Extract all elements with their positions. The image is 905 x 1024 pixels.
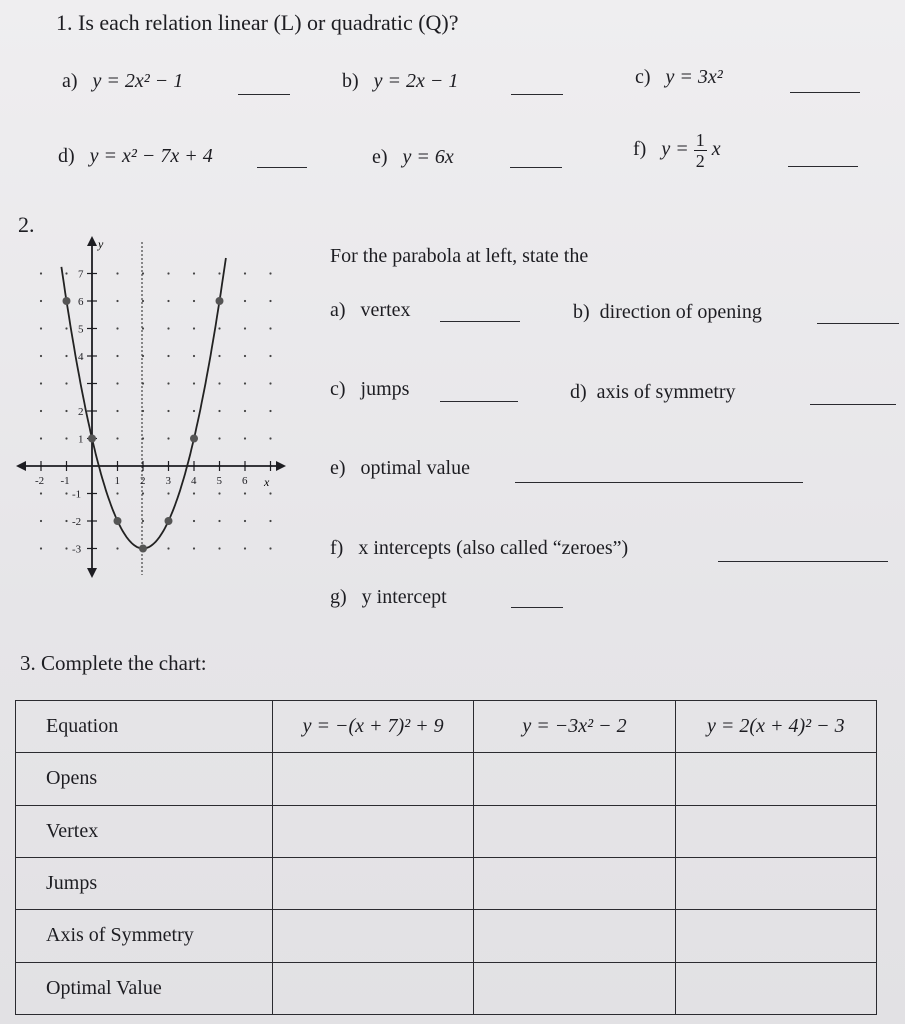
q1-answer-e-blank[interactable] xyxy=(510,167,562,168)
grid-dot xyxy=(167,382,169,384)
grid-dot xyxy=(244,492,246,494)
row-header-vertex: Vertex xyxy=(16,805,273,857)
q1-answer-f-blank[interactable] xyxy=(788,166,858,167)
grid-dot xyxy=(269,382,271,384)
q2-item-f xyxy=(330,537,628,560)
parabola-point xyxy=(63,297,71,305)
q2-prompt: For the parabola at left, state the xyxy=(330,245,589,267)
x-axis-arrow-icon xyxy=(276,461,286,471)
grid-dot xyxy=(40,327,42,329)
grid-dot xyxy=(40,382,42,384)
q2-item-e xyxy=(330,457,470,480)
grid-dot xyxy=(167,410,169,412)
grid-dot xyxy=(65,355,67,357)
q1-item-e-equation: y = 6x xyxy=(402,146,454,168)
grid-dot xyxy=(40,410,42,412)
grid-dot xyxy=(269,520,271,522)
row-header-axis-of-symmetry: Axis of Symmetry xyxy=(16,910,273,962)
row-header-jumps: Jumps xyxy=(16,857,273,909)
grid-dot xyxy=(269,492,271,494)
table-row xyxy=(16,701,877,753)
grid-dot xyxy=(193,547,195,549)
grid-dot xyxy=(116,382,118,384)
answer-cell[interactable] xyxy=(675,857,876,909)
grid-dot xyxy=(40,300,42,302)
q1-item-a-equation: y = 2x² − 1 xyxy=(92,70,184,92)
grid-dot xyxy=(269,300,271,302)
q2-item-d xyxy=(570,381,736,404)
y-axis-arrow-icon xyxy=(87,236,97,246)
q2-answer-a-blank[interactable] xyxy=(440,321,520,322)
grid-dot xyxy=(193,327,195,329)
grid-dot xyxy=(65,437,67,439)
grid-dot xyxy=(40,355,42,357)
grid-dot xyxy=(40,272,42,274)
q2-item-a-label: a) xyxy=(330,299,346,321)
row-header-opens: Opens xyxy=(16,753,273,805)
answer-cell[interactable] xyxy=(474,910,675,962)
q2-answer-e-blank[interactable] xyxy=(515,482,803,483)
grid-dot xyxy=(167,272,169,274)
y-tick-labels xyxy=(72,269,84,556)
y-tick-label: 7 xyxy=(78,268,84,281)
equation-cell-3: y = 2(x + 4)² − 3 xyxy=(675,701,876,753)
answer-cell[interactable] xyxy=(273,805,474,857)
grid-dot xyxy=(167,437,169,439)
q1-item-b-equation: y = 2x − 1 xyxy=(373,70,459,92)
q1-item-f-label: f) xyxy=(633,138,647,161)
grid-dot xyxy=(244,547,246,549)
grid-dot xyxy=(116,410,118,412)
q2-answer-g-blank[interactable] xyxy=(511,607,563,608)
y-tick-label: 4 xyxy=(78,351,84,363)
grid-dot xyxy=(193,492,195,494)
answer-cell[interactable] xyxy=(675,805,876,857)
q2-item-e-label: e) xyxy=(330,457,346,479)
y-tick-label: 6 xyxy=(78,296,84,308)
grid-dot xyxy=(218,382,220,384)
parabola-point xyxy=(165,517,173,525)
q2-item-c-text: jumps xyxy=(360,378,410,400)
grid-dot xyxy=(269,327,271,329)
q2-item-a xyxy=(330,299,411,322)
grid-dot xyxy=(116,437,118,439)
q2-item-g-text: y intercept xyxy=(361,586,447,608)
answer-cell[interactable] xyxy=(474,805,675,857)
grid-dot xyxy=(65,327,67,329)
grid-dot xyxy=(244,382,246,384)
grid-dot xyxy=(269,437,271,439)
y-tick-label: -2 xyxy=(72,516,82,528)
answer-cell[interactable] xyxy=(474,962,675,1014)
grid-dot xyxy=(269,547,271,549)
grid-dot xyxy=(65,520,67,522)
grid-dot xyxy=(40,547,42,549)
grid-dot xyxy=(65,547,67,549)
q2-item-f-label: f) xyxy=(330,537,344,559)
grid-dot xyxy=(218,327,220,329)
q1-item-f-eq-suffix: x xyxy=(711,138,721,161)
x-axis-label: x xyxy=(264,475,270,489)
q1-item-a xyxy=(62,70,183,93)
grid-dot xyxy=(218,355,220,357)
table-row xyxy=(16,857,877,909)
grid-dot xyxy=(218,410,220,412)
grid-dot xyxy=(167,327,169,329)
q1-answer-d-blank[interactable] xyxy=(257,167,307,168)
grid-dot xyxy=(244,520,246,522)
q2-answer-d-blank[interactable] xyxy=(810,404,896,405)
equation-cell-1: y = −(x + 7)² + 9 xyxy=(273,701,474,753)
table-row xyxy=(16,753,877,805)
q1-item-e-label: e) xyxy=(372,146,388,168)
answer-cell[interactable] xyxy=(675,753,876,805)
q1-item-e xyxy=(372,146,454,169)
fraction-numerator: 1 xyxy=(695,130,705,150)
answer-cell[interactable] xyxy=(675,910,876,962)
x-tick-label: 5 xyxy=(216,475,222,487)
grid-dot xyxy=(218,547,220,549)
grid-dot xyxy=(65,382,67,384)
grid-dot xyxy=(167,300,169,302)
q1-item-c-equation: y = 3x² xyxy=(665,66,723,88)
grid-dot xyxy=(167,492,169,494)
grid-dot xyxy=(40,492,42,494)
grid-dot xyxy=(244,437,246,439)
y-tick-label: -1 xyxy=(72,488,82,501)
grid-dots xyxy=(40,272,272,549)
q2-item-d-label: d) xyxy=(570,381,587,403)
y-tick-label: -3 xyxy=(72,543,82,556)
answer-cell[interactable] xyxy=(273,753,474,805)
grid-dot xyxy=(193,300,195,302)
grid-dot xyxy=(142,520,144,522)
answer-cell[interactable] xyxy=(474,857,675,909)
row-header-equation: Equation xyxy=(16,701,273,753)
grid-dot xyxy=(269,272,271,274)
q2-item-b-text: direction of opening xyxy=(599,301,762,323)
q2-item-a-text: vertex xyxy=(360,299,411,321)
parabola-graph xyxy=(14,230,294,590)
y-tick-label: 5 xyxy=(78,323,84,336)
y-axis-down-arrow-icon xyxy=(87,568,97,578)
q1-item-d-label: d) xyxy=(58,145,75,167)
table-row xyxy=(16,910,877,962)
grid-dot xyxy=(167,355,169,357)
grid-dot xyxy=(116,272,118,274)
y-tick-label: 2 xyxy=(78,406,84,418)
answer-cell[interactable] xyxy=(675,962,876,1014)
answer-cell[interactable] xyxy=(273,857,474,909)
grid-dot xyxy=(218,492,220,494)
q2-item-e-text: optimal value xyxy=(360,457,470,479)
grid-dot xyxy=(218,520,220,522)
q2-answer-b-blank[interactable] xyxy=(817,323,899,324)
grid-dot xyxy=(244,327,246,329)
q1-item-a-label: a) xyxy=(62,70,78,92)
q2-answer-f-blank[interactable] xyxy=(718,561,888,562)
grid-dot xyxy=(116,492,118,494)
grid-dot xyxy=(65,410,67,412)
q2-item-b xyxy=(573,301,762,324)
grid-dot xyxy=(193,382,195,384)
q2-item-g xyxy=(330,586,447,609)
parabola-point xyxy=(190,435,198,443)
q1-answer-a-blank[interactable] xyxy=(238,94,290,95)
q1-item-c-label: c) xyxy=(635,66,651,88)
x-tick-label: 6 xyxy=(242,475,248,487)
q1-item-f-fraction xyxy=(694,130,707,171)
q1-item-d-equation: y = x² − 7x + 4 xyxy=(89,145,213,167)
x-tick-label: -1 xyxy=(60,475,70,487)
x-axis-left-arrow-icon xyxy=(16,461,26,471)
equation-cell-2: y = −3x² − 2 xyxy=(474,701,675,753)
parabola-point xyxy=(216,297,224,305)
parabola-point xyxy=(114,517,122,525)
grid-dot xyxy=(40,520,42,522)
q1-answer-b-blank[interactable] xyxy=(511,94,563,95)
parabola-point xyxy=(88,435,96,443)
x-tick-label: 3 xyxy=(165,475,171,487)
parabola-point xyxy=(139,545,147,553)
q2-number: 2. xyxy=(18,212,35,237)
row-header-optimal-value: Optimal Value xyxy=(16,962,273,1014)
q2-item-b-label: b) xyxy=(573,301,590,323)
x-tick-label: 2 xyxy=(140,475,146,487)
x-tick-labels xyxy=(35,475,248,487)
grid-dot xyxy=(244,272,246,274)
q2-item-g-label: g) xyxy=(330,586,347,608)
q2-item-d-text: axis of symmetry xyxy=(596,381,736,403)
grid-dot xyxy=(116,327,118,329)
grid-dot xyxy=(218,272,220,274)
grid-dot xyxy=(193,272,195,274)
grid-dot xyxy=(269,410,271,412)
grid-dot xyxy=(40,437,42,439)
grid-dot xyxy=(65,492,67,494)
q3-title: 3. Complete the chart: xyxy=(20,651,207,675)
q1-item-f xyxy=(633,130,721,171)
y-axis-label: y xyxy=(98,237,104,251)
grid-dot xyxy=(65,272,67,274)
x-tick-label: -2 xyxy=(35,475,45,487)
answer-cell[interactable] xyxy=(273,910,474,962)
q1-item-f-eq-prefix: y = xyxy=(661,138,689,161)
q1-item-c xyxy=(635,66,723,89)
grid-dot xyxy=(193,355,195,357)
grid-dot xyxy=(116,300,118,302)
fraction-denominator: 2 xyxy=(695,151,705,171)
table-row xyxy=(16,805,877,857)
grid-dot xyxy=(142,300,144,302)
completion-chart xyxy=(15,700,877,1015)
q2-answer-c-blank[interactable] xyxy=(440,401,518,402)
grid-dot xyxy=(193,520,195,522)
q1-item-d xyxy=(58,145,213,168)
grid-dot xyxy=(193,410,195,412)
q2-item-c-label: c) xyxy=(330,378,346,400)
table-row xyxy=(16,962,877,1014)
q1-title: 1. Is each relation linear (L) or quadratic (Q)? xyxy=(56,10,459,35)
q2-item-f-text: x intercepts (also called “zeroes”) xyxy=(358,537,629,559)
parabola-points xyxy=(60,297,224,553)
grid-dot xyxy=(244,355,246,357)
grid-dot xyxy=(116,355,118,357)
grid-dot xyxy=(244,300,246,302)
grid-dot xyxy=(167,547,169,549)
grid-dot xyxy=(269,355,271,357)
x-tick-label: 4 xyxy=(191,475,197,487)
answer-cell[interactable] xyxy=(474,753,675,805)
grid-dot xyxy=(218,437,220,439)
q1-answer-c-blank[interactable] xyxy=(790,92,860,93)
x-tick-label: 1 xyxy=(114,475,120,487)
q1-item-b-label: b) xyxy=(342,70,359,92)
answer-cell[interactable] xyxy=(273,962,474,1014)
y-tick-label: 1 xyxy=(78,433,84,446)
grid-dot xyxy=(244,410,246,412)
grid-dot xyxy=(116,547,118,549)
q1-item-b xyxy=(342,70,458,93)
q2-item-c xyxy=(330,378,409,401)
